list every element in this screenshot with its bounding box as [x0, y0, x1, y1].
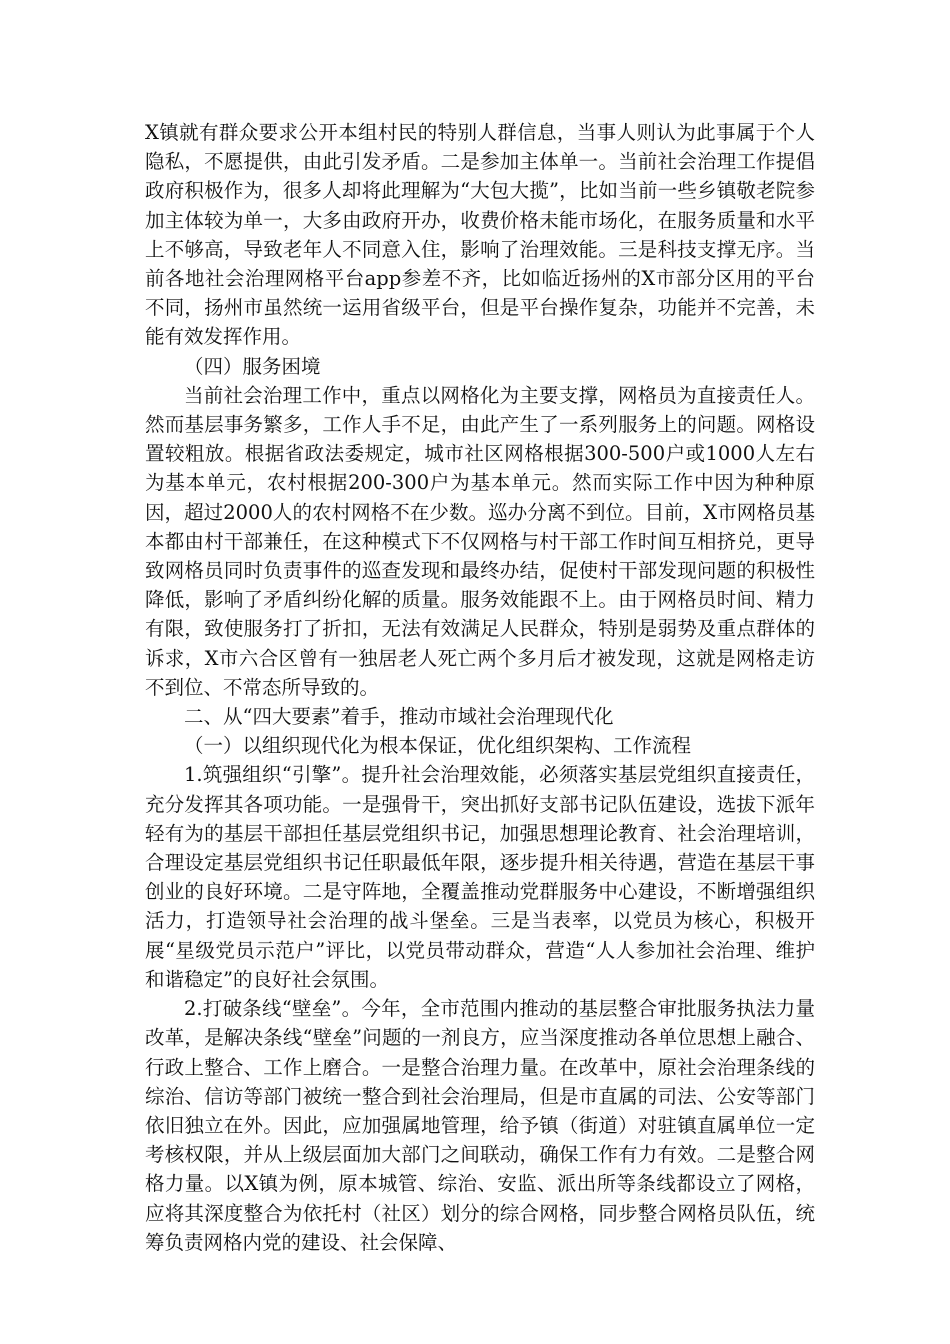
document-page	[145, 118, 815, 1257]
section-heading-organization: （一）以组织现代化为根本保证，优化组织架构、工作流程	[184, 734, 692, 758]
body-paragraph-4: 2.打破条线“壁垒”。今年，全市范围内推动的基层整合审批服务执法力量改革，是解决条线“壁垒”问题的一剂良方，应当深度推动各单位思想上融合、行政上整合、工作上磨合。一是整合治理力量。在改革中，原社会治理条线的综治、信访等部门被统一整合到社会治理局，但是市直属的司法、公安等部门依旧独立在外。因此，应加强属地管理，给予镇（街道）对驻镇直属单位一定考核权限，并从上级层面加大部门之间联动，确保工作有力有效。二是整合网格力量。以X镇为例，原本城管、综治、安监、派出所等条线都设立了网格，应将其深度整合为依托村（社区）划分的综合网格，同步整合网格员队伍，统筹负责网格内党的建设、社会保障、	[145, 997, 815, 1254]
body-paragraph-2: 当前社会治理工作中，重点以网格化为主要支撑，网格员为直接责任人。然而基层事务繁多，工作人手不足，由此产生了一系列服务上的问题。网格设置较粗放。根据省政法委规定，城市社区网格根据300-500户或1000人左右为基本单元，农村根据200-300户为基本单元。然而实际工作中因为种种原因，超过2000人的农村网格不在少数。巡办分离不到位。目前，X市网格员基本都由村干部兼任，在这种模式下不仅网格与村干部工作时间互相挤兑，更导致网格员同时负责事件的巡查发现和最终办结，促使村干部发现问题的积极性降低，影响了矛盾纠纷化解的质量。服务效能跟不上。由于网格员时间、精力有限，致使服务打了折扣，无法有效满足人民群众，特别是弱势及重点群体的诉求，X市六合区曾有一独居老人死亡两个多月后才被发现，这就是网格走访不到位、不常态所导致的。	[145, 383, 815, 699]
body-paragraph-3: 1.筑强组织“引擎”。提升社会治理效能，必须落实基层党组织直接责任，充分发挥其各项功能。一是强骨干，突出抓好支部书记队伍建设，选拔下派年轻有为的基层干部担任基层党组织书记，加强思想理论教育、社会治理培训，合理设定基层党组织书记任职最低年限，逐步提升相关待遇，营造在基层干事创业的良好环境。二是守阵地，全覆盖推动党群服务中心建设，不断增强组织活力，打造领导社会治理的战斗堡垒。三是当表率，以党员为核心，积极开展“星级党员示范户”评比，以党员带动群众，营造“人人参加社会治理、维护和谐稳定”的良好社会氛围。	[145, 763, 815, 991]
section-heading-service-dilemma: （四）服务困境	[184, 354, 321, 378]
body-paragraph-1: X镇就有群众要求公开本组村民的特别人群信息，当事人则认为此事属于个人隐私，不愿提供，由此引发矛盾。二是参加主体单一。当前社会治理工作提倡政府积极作为，很多人却将此理解为“大包大揽”，比如当前一些乡镇敬老院参加主体较为单一，大多由政府开办，收费价格未能市场化，在服务质量和水平上不够高，导致老年人不同意入住，影响了治理效能。三是科技支撑无序。当前各地社会治理网格平台app参差不齐，比如临近扬州的X市部分区用的平台不同，扬州市虽然统一运用省级平台，但是平台操作复杂，功能并不完善，未能有效发挥作用。	[145, 121, 815, 349]
chapter-heading-four-elements: 二、从“四大要素”着手，推动市域社会治理现代化	[184, 705, 614, 729]
